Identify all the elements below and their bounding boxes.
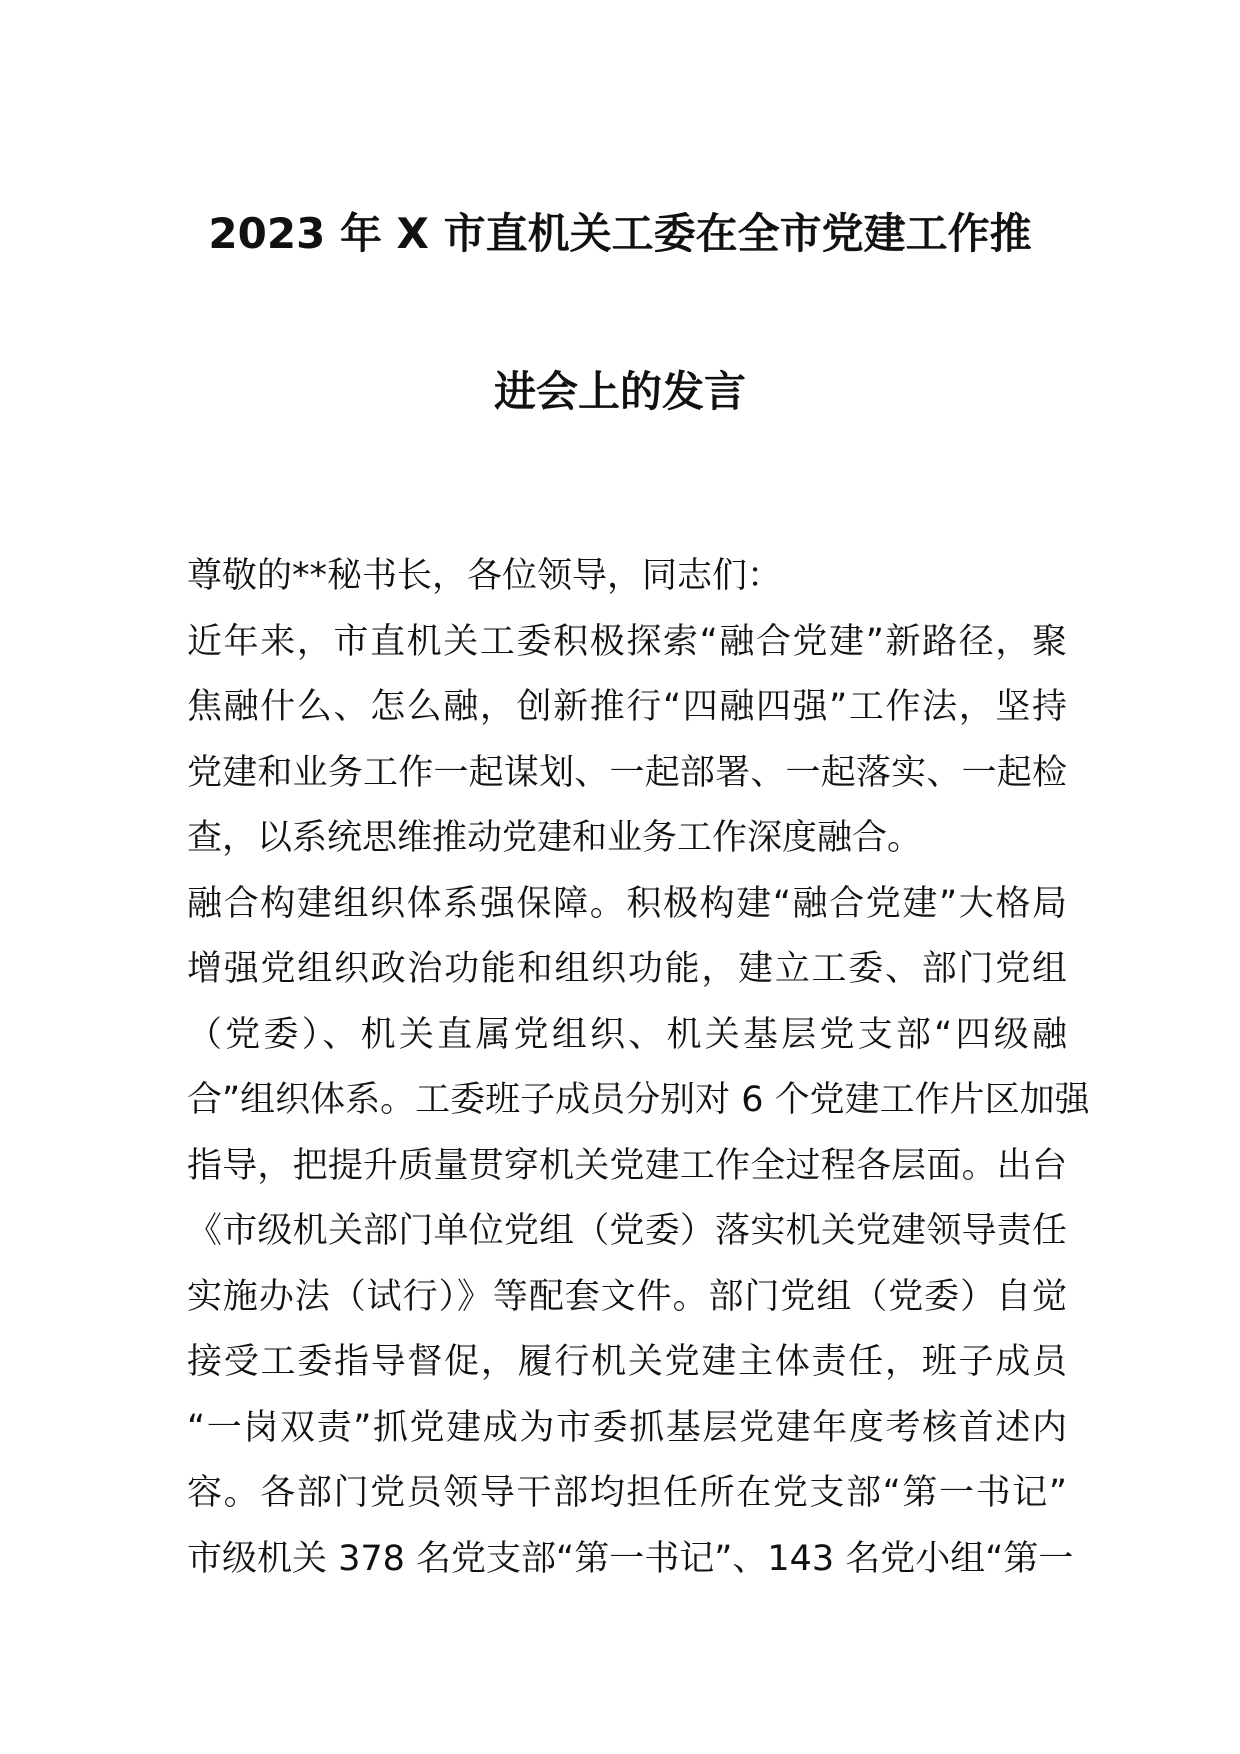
paragraph-line: 指导，把提升质量贯穿机关党建工作全过程各层面。出台 (187, 1145, 1067, 1186)
paragraph-line: 合”组织体系。工委班子成员分别对 6 个党建工作片区加强 (187, 1080, 1090, 1120)
document-title-line-2: 进会上的发言 (493, 367, 746, 416)
paragraph-line: （党委）、机关直属党组织、机关基层党支部“四级融 (187, 1014, 1067, 1055)
paragraph-line: 查，以系统思维推动党建和业务工作深度融合。 (187, 818, 923, 858)
paragraph-line: “一岗双责”抓党建成为市委抓基层党建年度考核首述内 (187, 1407, 1067, 1448)
paragraph-line: 近年来，市直机关工委积极探索“融合党建”新路径，聚 (187, 621, 1067, 662)
paragraph-line: 实施办法（试行）》等配套文件。部门党组（党委）自觉 (187, 1276, 1067, 1317)
paragraph-line: 党建和业务工作一起谋划、一起部署、一起落实、一起检 (187, 752, 1067, 793)
paragraph-line: 增强党组织政治功能和组织功能，建立工委、部门党组 (187, 949, 1067, 989)
paragraph-line: 《市级机关部门单位党组（党委）落实机关党建领导责任 (187, 1211, 1067, 1251)
salutation: 尊敬的**秘书长，各位领导，同志们： (187, 556, 783, 596)
document-title-line-1: 2023 年 X 市直机关工委在全市党建工作推 (208, 209, 1032, 258)
paragraph-line: 焦融什么、怎么融，创新推行“四融四强”工作法，坚持 (187, 687, 1067, 727)
paragraph-line: 容。各部门党员领导干部均担任所在党支部“第一书记” (187, 1473, 1067, 1513)
paragraph-line: 市级机关 378 名党支部“第一书记”、143 名党小组“第一 (187, 1538, 1074, 1579)
document-body (187, 544, 1090, 1592)
paragraph-line: 接受工委指导督促，履行机关党建主体责任，班子成员 (187, 1342, 1067, 1382)
paragraph-line: 融合构建组织体系强保障。积极构建“融合党建”大格局 (187, 883, 1067, 924)
